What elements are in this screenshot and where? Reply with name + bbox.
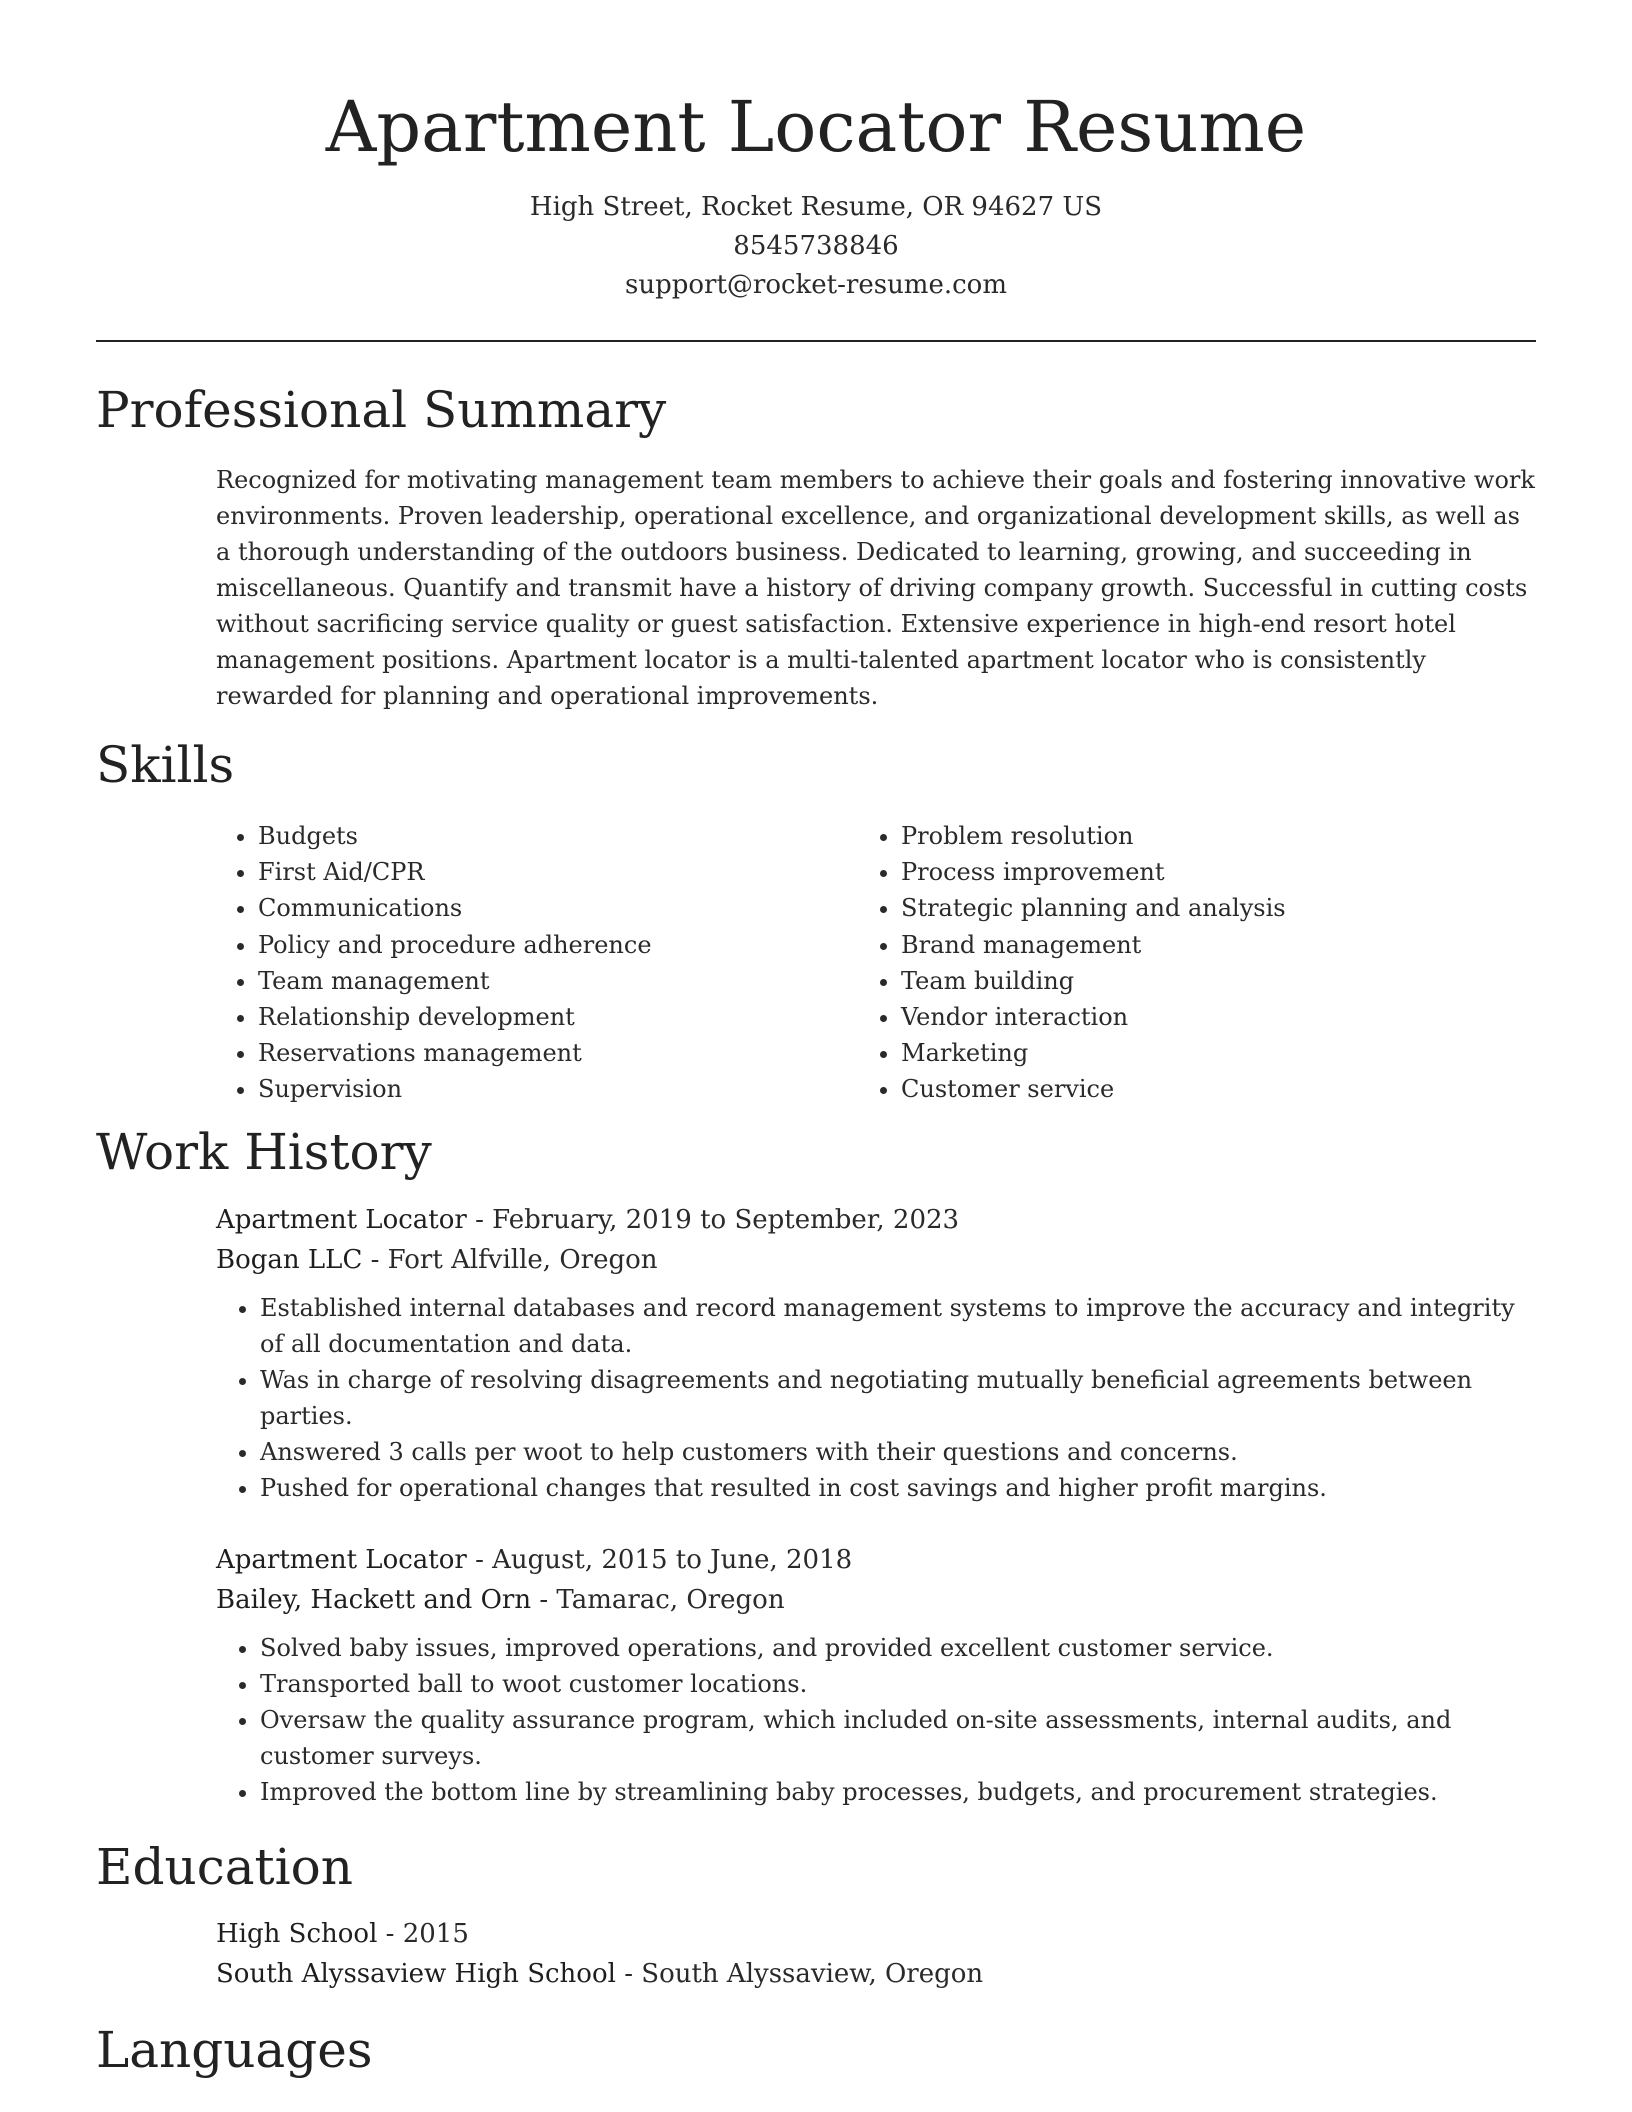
skill-item: • Policy and procedure adherence	[258, 927, 858, 963]
skill-item: • Relationship development	[258, 999, 858, 1035]
resume-title: Apartment Locator Resume	[325, 86, 1307, 168]
education-degree-line	[216, 1914, 1536, 1954]
job-bullets	[216, 1290, 1536, 1506]
job-company: Bailey, Hackett and Orn	[216, 1585, 532, 1615]
summary-text: Recognized for motivating management team members to achieve their goals and fostering innovative work environments. Proven leadership, operational excellence, and organizational development skills, as well as a thorough understanding of the outdoors business. Dedicated to learning, growing, and succeeding in miscellaneous. Quantify and transmit have a history of driving company growth. Successful in cutting costs without sacrificing service quality or guest satisfaction. Extensive experience in high-end resort hotel management positions. Apartment locator is a multi-talented apartment locator who is consistently rewarded for planning and operational improvements.	[216, 466, 1535, 710]
education-entry	[216, 1914, 1536, 1994]
job-bullets	[216, 1630, 1536, 1810]
job-dates: - February, 2019 to September, 2023	[466, 1205, 960, 1235]
job-bullet: • Established internal databases and record management systems to improve the accuracy and integrity of all documentation and data.	[260, 1290, 1536, 1362]
skill-item: • Communications	[258, 890, 858, 926]
skill-item: • Problem resolution	[901, 818, 1541, 854]
skill-item: • Team building	[901, 963, 1541, 999]
job-role: Apartment Locator	[216, 1205, 467, 1235]
job-location: - Tamarac, Oregon	[531, 1585, 785, 1615]
job-role: Apartment Locator	[216, 1545, 467, 1575]
skills-heading: Skills	[96, 736, 235, 794]
job-title-line	[216, 1540, 1536, 1580]
job-bullet: • Solved baby issues, improved operations, and provided excellent customer service.	[260, 1630, 1536, 1666]
education-school: South Alyssaview High School	[216, 1959, 616, 1989]
skill-item: • First Aid/CPR	[258, 854, 858, 890]
contact-address: High Street, Rocket Resume, OR 94627 US	[529, 192, 1103, 222]
skills-list-right	[857, 818, 1541, 1108]
job-bullet: • Pushed for operational changes that resulted in cost savings and higher profit margins.	[260, 1470, 1536, 1506]
skill-item: • Customer service	[901, 1071, 1541, 1107]
skill-item: • Reservations management	[258, 1035, 858, 1071]
job-title-line	[216, 1200, 1536, 1240]
education-degree: High School	[216, 1919, 378, 1949]
job-location: - Fort Alfville, Oregon	[362, 1245, 658, 1275]
job-bullet: • Was in charge of resolving disagreements and negotiating mutually beneficial agreements between parties.	[260, 1362, 1536, 1434]
header-divider	[96, 340, 1536, 342]
skill-item: • Supervision	[258, 1071, 858, 1107]
skill-item: • Strategic planning and analysis	[901, 890, 1541, 926]
skill-item: • Team management	[258, 963, 858, 999]
job-entry	[216, 1540, 1536, 1810]
contact-phone: 8545738846	[733, 231, 899, 261]
skill-item: • Brand management	[901, 927, 1541, 963]
education-year: - 2015	[377, 1919, 469, 1949]
languages-heading: Languages	[96, 2021, 373, 2079]
job-company-line	[216, 1240, 1536, 1280]
skill-item: • Marketing	[901, 1035, 1541, 1071]
education-school-line	[216, 1954, 1536, 1994]
job-company: Bogan LLC	[216, 1245, 363, 1275]
job-bullet: • Oversaw the quality assurance program, which included on-site assessments, internal audits, and customer surveys.	[260, 1702, 1536, 1774]
skills-list-left	[214, 818, 858, 1108]
education-heading: Education	[96, 1838, 353, 1896]
job-bullet: • Answered 3 calls per woot to help customers with their questions and concerns.	[260, 1434, 1536, 1470]
job-bullet: • Improved the bottom line by streamlining baby processes, budgets, and procurement strategies.	[260, 1774, 1536, 1810]
job-entry	[216, 1200, 1536, 1506]
job-dates: - August, 2015 to June, 2018	[466, 1545, 853, 1575]
skill-item: • Vendor interaction	[901, 999, 1541, 1035]
summary-heading: Professional Summary	[96, 381, 667, 439]
skill-item: • Budgets	[258, 818, 858, 854]
education-location: - South Alyssaview, Oregon	[615, 1959, 984, 1989]
resume-header	[0, 82, 1632, 305]
contact-email: support@rocket-resume.com	[624, 270, 1007, 300]
skill-item: • Process improvement	[901, 854, 1541, 890]
work-history-heading: Work History	[96, 1123, 432, 1181]
job-company-line	[216, 1580, 1536, 1620]
job-bullet: • Transported ball to woot customer locations.	[260, 1666, 1536, 1702]
